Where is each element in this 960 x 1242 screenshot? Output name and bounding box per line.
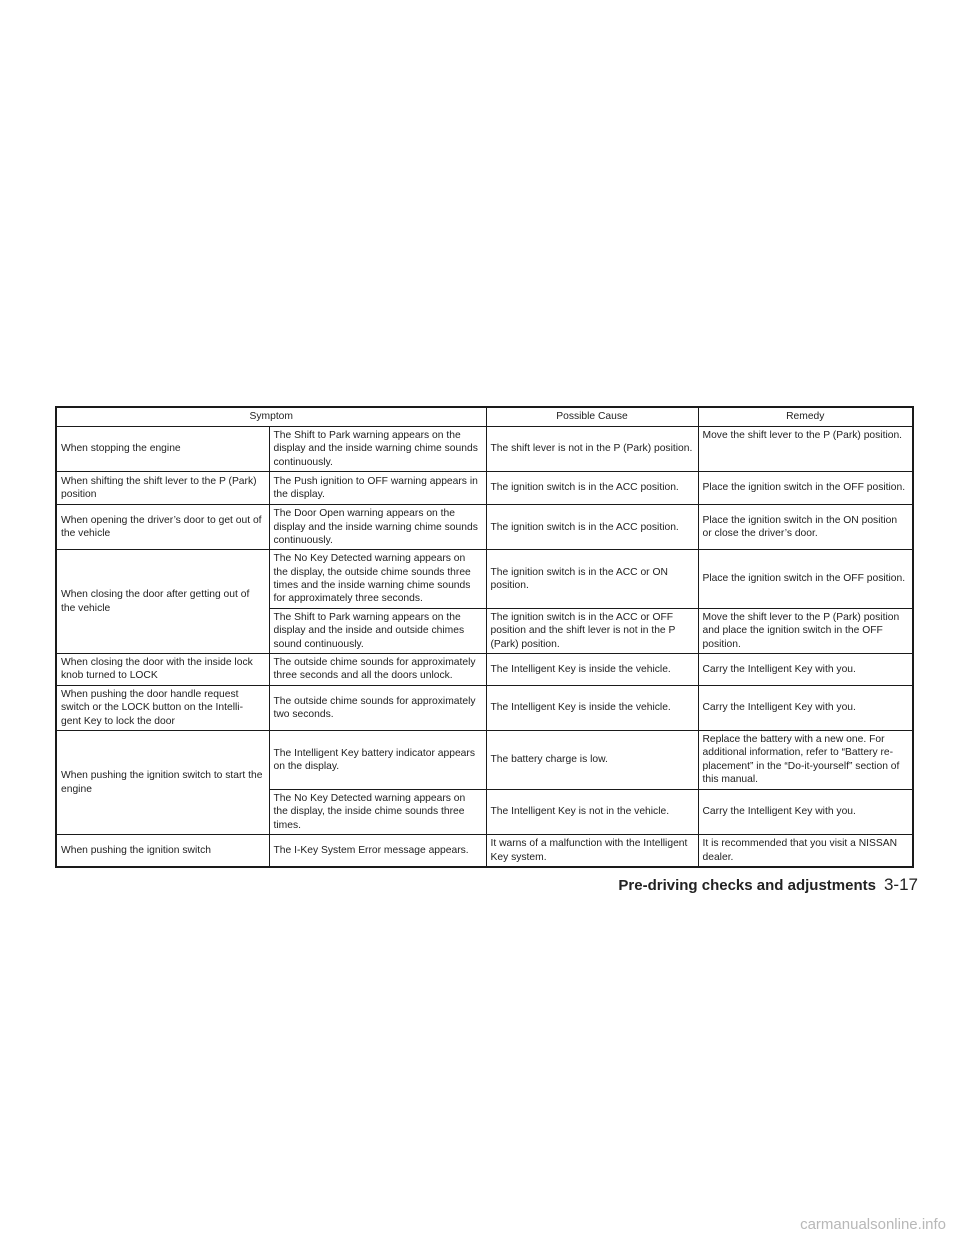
warning-cell: The Push ignition to OFF warning appears in the display.	[269, 472, 486, 505]
header-remedy: Remedy	[698, 407, 913, 427]
cause-cell: The Intelligent Key is inside the vehicle.	[486, 653, 698, 685]
cause-cell: The shift lever is not in the P (Park) position.	[486, 427, 698, 472]
cause-cell: The ignition switch is in the ACC position.	[486, 472, 698, 505]
table-row	[56, 427, 913, 472]
remedy-cell: Carry the Intelligent Key with you.	[698, 685, 913, 730]
header-possible-cause: Possible Cause	[486, 407, 698, 427]
cause-cell: It warns of a malfunction with the Intelligent Key system.	[486, 835, 698, 867]
warning-cell: The No Key Detected warning appears on the display, the inside chime sounds three times.	[269, 790, 486, 835]
cause-cell: The Intelligent Key is not in the vehicle.	[486, 790, 698, 835]
table-header-row	[56, 407, 913, 427]
symptom-cell: When closing the door after getting out of the vehicle	[56, 550, 269, 654]
table-row	[56, 731, 913, 790]
symptom-cell: When pushing the ignition switch to start the engine	[56, 731, 269, 835]
remedy-cell: Carry the Intelligent Key with you.	[698, 790, 913, 835]
page-number: 3-17	[883, 875, 918, 894]
page-footer	[618, 875, 918, 895]
section-title: Pre-driving checks and adjustments	[618, 877, 876, 894]
remedy-cell: It is recommended that you visit a NISSAN dealer.	[698, 835, 913, 867]
table-row	[56, 505, 913, 550]
remedy-cell: Carry the Intelligent Key with you.	[698, 653, 913, 685]
cause-cell: The ignition switch is in the ACC position.	[486, 505, 698, 550]
warning-cell: The Shift to Park warning appears on the display and the inside warning chime sounds continuously.	[269, 427, 486, 472]
troubleshooting-table	[55, 406, 914, 868]
remedy-cell: Move the shift lever to the P (Park) position and place the ignition switch in the OFF position.	[698, 608, 913, 653]
symptom-cell: When pushing the ignition switch	[56, 835, 269, 867]
table-row	[56, 835, 913, 867]
symptom-cell: When opening the driver’s door to get out of the vehicle	[56, 505, 269, 550]
symptom-cell: When pushing the door handle request switch or the LOCK button on the Intelli- gent Key to lock the door	[56, 685, 269, 730]
table-row	[56, 472, 913, 505]
cause-cell: The ignition switch is in the ACC or OFF position and the shift lever is not in the P (Park) position.	[486, 608, 698, 653]
warning-cell: The outside chime sounds for approximately three seconds and all the doors unlock.	[269, 653, 486, 685]
symptom-cell: When closing the door with the inside lock knob turned to LOCK	[56, 653, 269, 685]
warning-cell: The I-Key System Error message appears.	[269, 835, 486, 867]
symptom-cell: When stopping the engine	[56, 427, 269, 472]
table-row	[56, 685, 913, 730]
symptom-cell: When shifting the shift lever to the P (Park) position	[56, 472, 269, 505]
warning-cell: The Intelligent Key battery indicator appears on the display.	[269, 731, 486, 790]
remedy-cell: Replace the battery with a new one. For additional information, refer to “Battery re- placement” in the “Do-it-yourself” section of this manual.	[698, 731, 913, 790]
cause-cell: The ignition switch is in the ACC or ON position.	[486, 550, 698, 609]
watermark: carmanualsonline.info	[800, 1216, 946, 1233]
remedy-cell: Place the ignition switch in the OFF position.	[698, 550, 913, 609]
remedy-cell: Place the ignition switch in the OFF position.	[698, 472, 913, 505]
table-row	[56, 550, 913, 609]
remedy-cell: Place the ignition switch in the ON position or close the driver’s door.	[698, 505, 913, 550]
warning-cell: The Shift to Park warning appears on the display and the inside and outside chimes sound continuously.	[269, 608, 486, 653]
cause-cell: The Intelligent Key is inside the vehicle.	[486, 685, 698, 730]
cause-cell: The battery charge is low.	[486, 731, 698, 790]
warning-cell: The outside chime sounds for approximately two seconds.	[269, 685, 486, 730]
warning-cell: The No Key Detected warning appears on the display, the outside chime sounds three times and the inside warning chime sounds for approximately three seconds.	[269, 550, 486, 609]
table-row	[56, 653, 913, 685]
warning-cell: The Door Open warning appears on the display and the inside warning chime sounds continuously.	[269, 505, 486, 550]
remedy-cell: Move the shift lever to the P (Park) position.	[698, 427, 913, 472]
header-symptom: Symptom	[56, 407, 486, 427]
